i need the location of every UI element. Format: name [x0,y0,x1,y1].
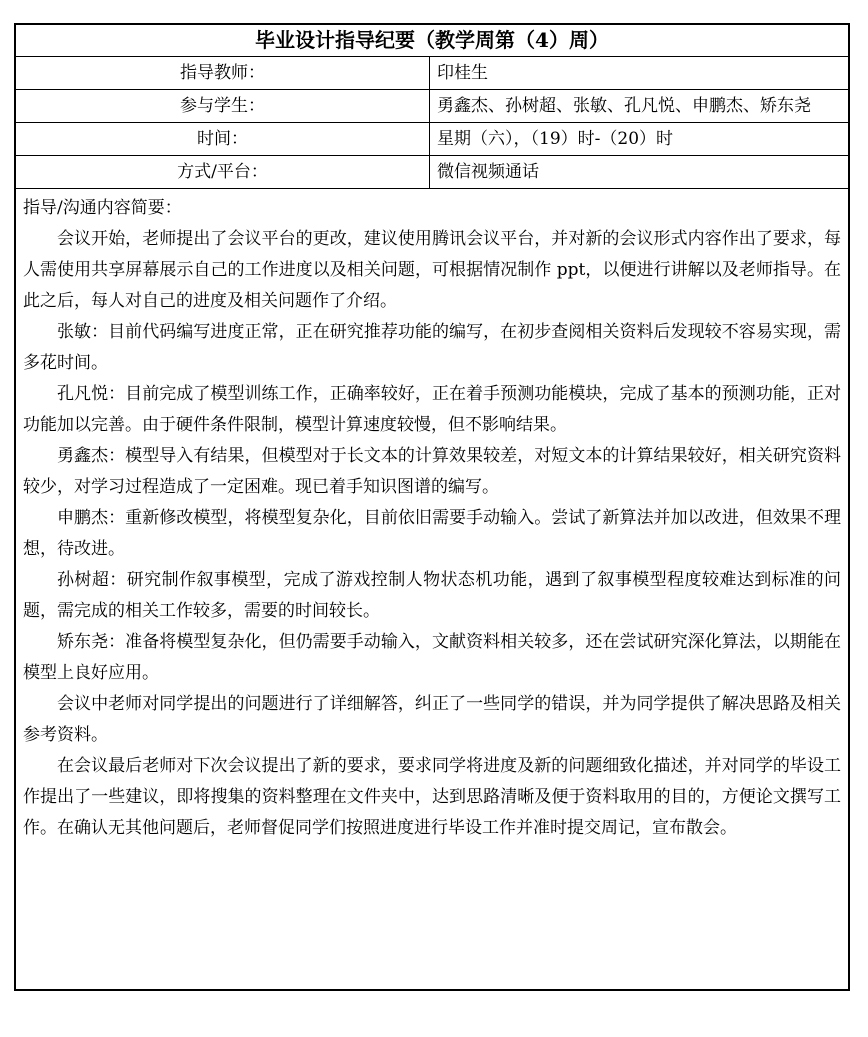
paragraph-jiaodongyao: 矫东尧：准备将模型复杂化，但仍需要手动输入，文献资料相关较多，还在尝试研究深化算法，以期能在模型上良好应用。 [23,632,841,683]
teacher-label: 指导教师： [16,57,430,89]
row-platform [16,156,848,189]
platform-value: 微信视频通话 [437,162,539,182]
paragraph-zhangmin: 张敏：目前代码编写进度正常，正在研究推荐功能的编写，在初步查阅相关资料后发现较不容易实现，需多花时间。 [23,322,841,373]
time-label: 时间： [16,123,430,155]
paragraph-meeting-close: 在会议最后老师对下次会议提出了新的要求，要求同学将进度及新的问题细致化描述，并对同学的毕设工作提出了一些建议，即将搜集的资料整理在文件夹中，达到思路清晰及便于资料取用的目的，方便论文撰写工作。在确认无其他问题后，老师督促同学们按照进度进行毕设工作并准时提交周记，宣布散会。 [23,756,841,838]
platform-label: 方式/平台： [16,156,430,188]
paragraph-yongxinjie: 勇鑫杰：模型导入有结果，但模型对于长文本的计算效果较差，对短文本的计算结果较好，相关研究资料较少，对学习过程造成了一定困难。现已着手知识图谱的编写。 [23,446,841,497]
paragraph-teacher-answers: 会议中老师对同学提出的问题进行了详细解答，纠正了一些同学的错误，并为同学提供了解决思路及相关参考资料。 [23,694,841,745]
row-teacher [16,57,848,90]
row-time [16,123,848,156]
document-title: 毕业设计指导纪要（教学周第（4）周） [16,25,848,57]
paragraph-sunshuchao: 孙树超：研究制作叙事模型，完成了游戏控制人物状态机功能，遇到了叙事模型程度较难达到标准的问题，需完成的相关工作较多，需要的时间较长。 [23,570,841,621]
paragraph-meeting-open: 会议开始，老师提出了会议平台的更改，建议使用腾讯会议平台，并对新的会议形式内容作出了要求，每人需使用共享屏幕展示自己的工作进度以及相关问题，可根据情况制作 ppt，以便进行讲解以及老师指导。在此之后，每人对自己的进度及相关问题作了介绍。 [23,229,841,311]
minutes-table [14,23,850,991]
row-students [16,90,848,123]
paragraph-kongfanyue: 孔凡悦：目前完成了模型训练工作，正确率较好，正在着手预测功能模块，完成了基本的预测功能，正对功能加以完善。由于硬件条件限制，模型计算速度较慢，但不影响结果。 [23,384,841,435]
students-label: 参与学生： [16,90,430,122]
students-value: 勇鑫杰、孙树超、张敏、孔凡悦、申鹏杰、矫东尧 [437,96,811,116]
paragraph-shenpengjie: 申鹏杰：重新修改模型，将模型复杂化，目前依旧需要手动输入。尝试了新算法并加以改进，但效果不理想，待改进。 [23,508,841,559]
content-section [16,189,848,989]
time-value: 星期（六），（19）时-（20）时 [437,129,674,149]
content-heading: 指导/沟通内容简要： [23,198,182,218]
teacher-value: 印桂生 [437,63,488,83]
